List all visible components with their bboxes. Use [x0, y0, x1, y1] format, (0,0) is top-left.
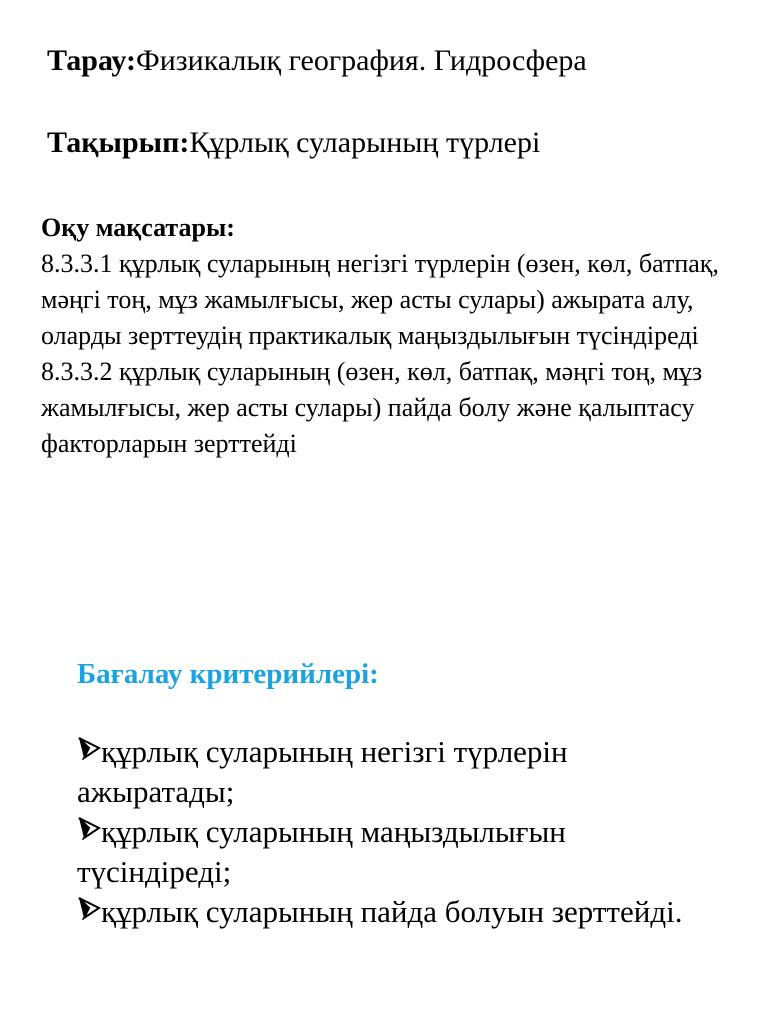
criteria-title: Бағалау критерийлері: [77, 658, 379, 690]
section-heading [47, 43, 587, 79]
arrow-bullet-icon [77, 736, 101, 760]
criteria-item [77, 892, 717, 932]
section-value: Физикалық география. Гидросфера [136, 44, 587, 77]
objective-item: 8.3.3.1 құрлық суларының негізгі түрлерін (өзен, көл, батпақ, мәңгі тоң, мұз жамылғысы, жер асты сулары) ажырата алу, оларды зерттеудің практикалық маңыздылығын түсіндіреді [41, 249, 719, 350]
criteria-item [77, 732, 717, 812]
topic-heading [47, 125, 540, 161]
section-label: Тарау: [47, 44, 137, 77]
criteria-list [77, 732, 717, 932]
criteria-item-text: құрлық суларының негізгі түрлерін ажыратады; [77, 734, 568, 809]
assessment-criteria [77, 654, 717, 932]
criteria-item-text: құрлық суларының маңыздылығын түсіндіреді; [77, 814, 566, 889]
topic-value: Құрлық суларының түрлері [189, 126, 541, 159]
criteria-item-text: құрлық суларының пайда болуын зерттейді. [101, 894, 683, 929]
objective-item: 8.3.3.2 құрлық суларының (өзен, көл, батпақ, мәңгі тоң, мұз жамылғысы, жер асты сулары) пайда болу және қалыптасу факторларын зерттейді [41, 357, 703, 458]
topic-label: Тақырып: [47, 126, 190, 159]
arrow-bullet-icon [77, 896, 101, 920]
criteria-item [77, 812, 717, 892]
arrow-bullet-icon [77, 816, 101, 840]
objectives-title: Оқу мақсатары: [41, 213, 235, 242]
learning-objectives [41, 210, 741, 462]
